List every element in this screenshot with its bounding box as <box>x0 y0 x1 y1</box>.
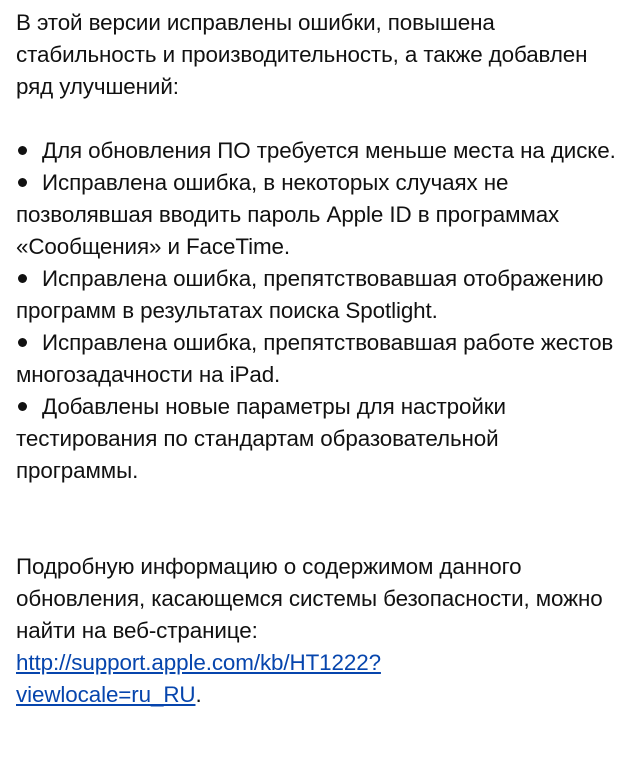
list-item-text: Исправлена ошибка, препятствовавшая работе жестов многозадачности на iPad. <box>16 330 614 387</box>
bullet-icon <box>18 338 27 347</box>
security-text: Подробную информацию о содержимом данного обновления, касающемся системы безопасности, можно найти на веб-странице: <box>16 554 603 643</box>
trailing-period: . <box>195 682 202 707</box>
list-item-text: Для обновления ПО требуется меньше места на диске. <box>42 138 616 163</box>
link-line-2[interactable]: viewlocale=ru_RU <box>16 682 196 707</box>
changes-list <box>16 135 624 487</box>
list-item <box>16 263 624 327</box>
bullet-icon <box>18 178 27 187</box>
list-item-text: Добавлены новые параметры для настройки тестирования по стандартам образовательной программы. <box>16 394 506 483</box>
link-line-1[interactable]: http://support.apple.com/kb/HT1222? <box>16 650 381 675</box>
security-paragraph <box>16 551 624 711</box>
bullet-icon <box>18 274 27 283</box>
list-item <box>16 391 624 487</box>
intro-paragraph: В этой версии исправлены ошибки, повышена стабильность и производительность, а также добавлен ряд улучшений: <box>16 10 588 99</box>
list-item-text: Исправлена ошибка, препятствовавшая отображению программ в результатах поиска Spotlight. <box>16 266 604 323</box>
list-item <box>16 135 624 167</box>
bullet-icon <box>18 146 27 155</box>
list-item-text: Исправлена ошибка, в некоторых случаях не позволявшая вводить пароль Apple ID в программах «Сообщения» и FaceTime. <box>16 170 560 259</box>
list-item <box>16 167 624 263</box>
update-notes <box>16 7 624 711</box>
list-item <box>16 327 624 391</box>
bullet-icon <box>18 402 27 411</box>
